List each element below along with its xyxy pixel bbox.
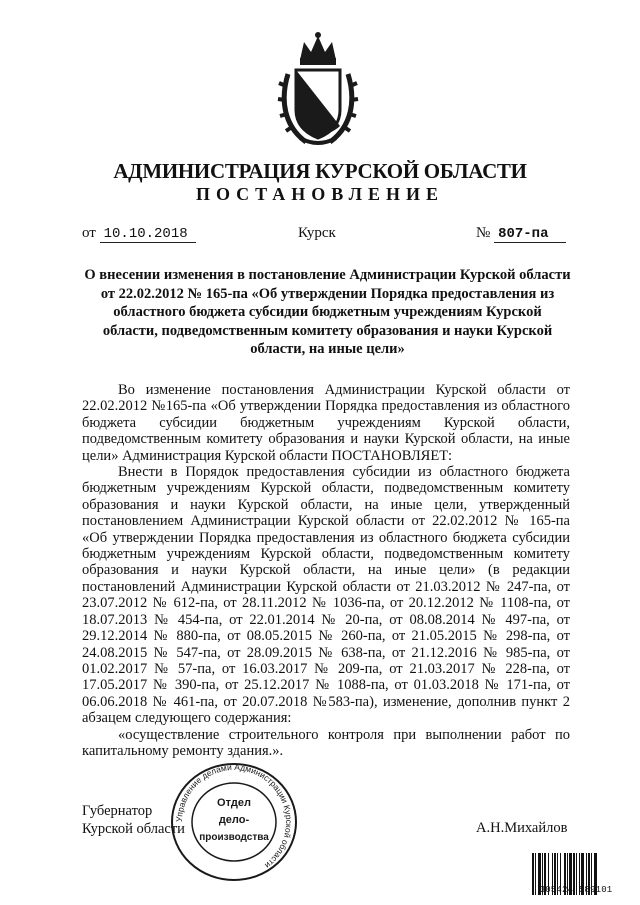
date-field (82, 225, 196, 243)
number-field (476, 225, 566, 243)
office-stamp (168, 760, 300, 885)
document-subject (80, 266, 575, 359)
stamp-ring-text: Управление делами Администрации Курской области (173, 761, 295, 871)
signer-position-line-1: Губернатор (82, 803, 153, 819)
signer-position-line-2: Курской области (82, 821, 185, 837)
subject-line: области, подведомственным комитету образования и науки Курской (102, 322, 553, 339)
organization-title: АДМИНИСТРАЦИЯ КУРСКОЙ ОБЛАСТИ (113, 159, 527, 183)
number-prefix: № (476, 225, 491, 241)
body-paragraph-preamble: Во изменение постановления Администрации Курской области от 22.02.2012 №165-па «Об утверждении Порядка предоставления из областного бюджета субсидии бюджетным учреждениям Курской области, подведомственным комитету образования и науки Курской области, на иные цели» Администрация Курской области ПОСТАНОВЛЯЕТ: (82, 382, 570, 464)
subject-line: областного бюджета субсидии бюджетным учреждениям Курской (113, 304, 542, 321)
date-value: 10.10.2018 (100, 226, 196, 243)
subject-line: от 22.02.2012 № 165-па «Об утверждении Порядка предоставления из (100, 285, 555, 302)
document-body (82, 382, 570, 759)
subject-line: О внесении изменения в постановление Администрации Курской области (84, 267, 571, 283)
barcode-number: 305424 589101 (539, 885, 613, 895)
signer-name: А.Н.Михайлов (476, 820, 568, 836)
stamp-line-2: дело- (218, 814, 250, 826)
city-label: Курск (298, 225, 336, 241)
stamp-line-1: Отдел (217, 797, 251, 809)
date-prefix: от (82, 225, 96, 241)
body-paragraph-resolution: Внести в Порядок предоставления субсидии из областного бюджета бюджетным учреждениям Курской области, подведомственным комитету образования и науки Курской области, на иные цели, утвержденный постановлением Администрации Курской области от 22.02.2012 № 165-па «Об утверждении Порядка предоставления из областного бюджета субсидии бюджетным учреждениям Курской области, подведомственным комитету образования и науки Курской области, на иные цели» (в редакции постановлений Администрации Курской области от 21.03.2012 № 247-па, от 23.07.2012 № 612-па, от 28.11.2012 № 1036-па, от 20.12.2012 № 1108-па, от 18.07.2013 № 454-па, от 22.01.2014 № 20-па, от 08.08.2014 № 497-па, от 29.12.2014 № 880-па, от 08.05.2015 № 260-па, от 21.05.2015 № 298-па, от 24.08.2015 № 547-па, от 28.09.2015 № 638-па, от 21.12.2016 № 985-па, от 01.02.2017 № 57-па, от 16.03.2017 № 209-па, от 21.03.2017 № 228-па, от 17.05.2017 № 390-па, от 25.12.2017 № 1088-па, от 01.03.2018 № 171-па, от 06.06.2018 № 461-па, от 20.07.2018 №583-па), изменение, дополнив пункт 2 абзацем следующего содержания: (82, 464, 570, 727)
body-paragraph-addition: «осуществление строительного контроля при выполнении работ по капитальному ремонту здания.». (82, 726, 570, 759)
subject-line: области, на иные цели» (250, 341, 405, 358)
coat-of-arms-emblem (276, 30, 360, 150)
document-type-title: ПОСТАНОВЛЕНИЕ (195, 184, 445, 204)
number-value: 807-па (494, 226, 566, 243)
stamp-line-3: производства (199, 832, 269, 843)
